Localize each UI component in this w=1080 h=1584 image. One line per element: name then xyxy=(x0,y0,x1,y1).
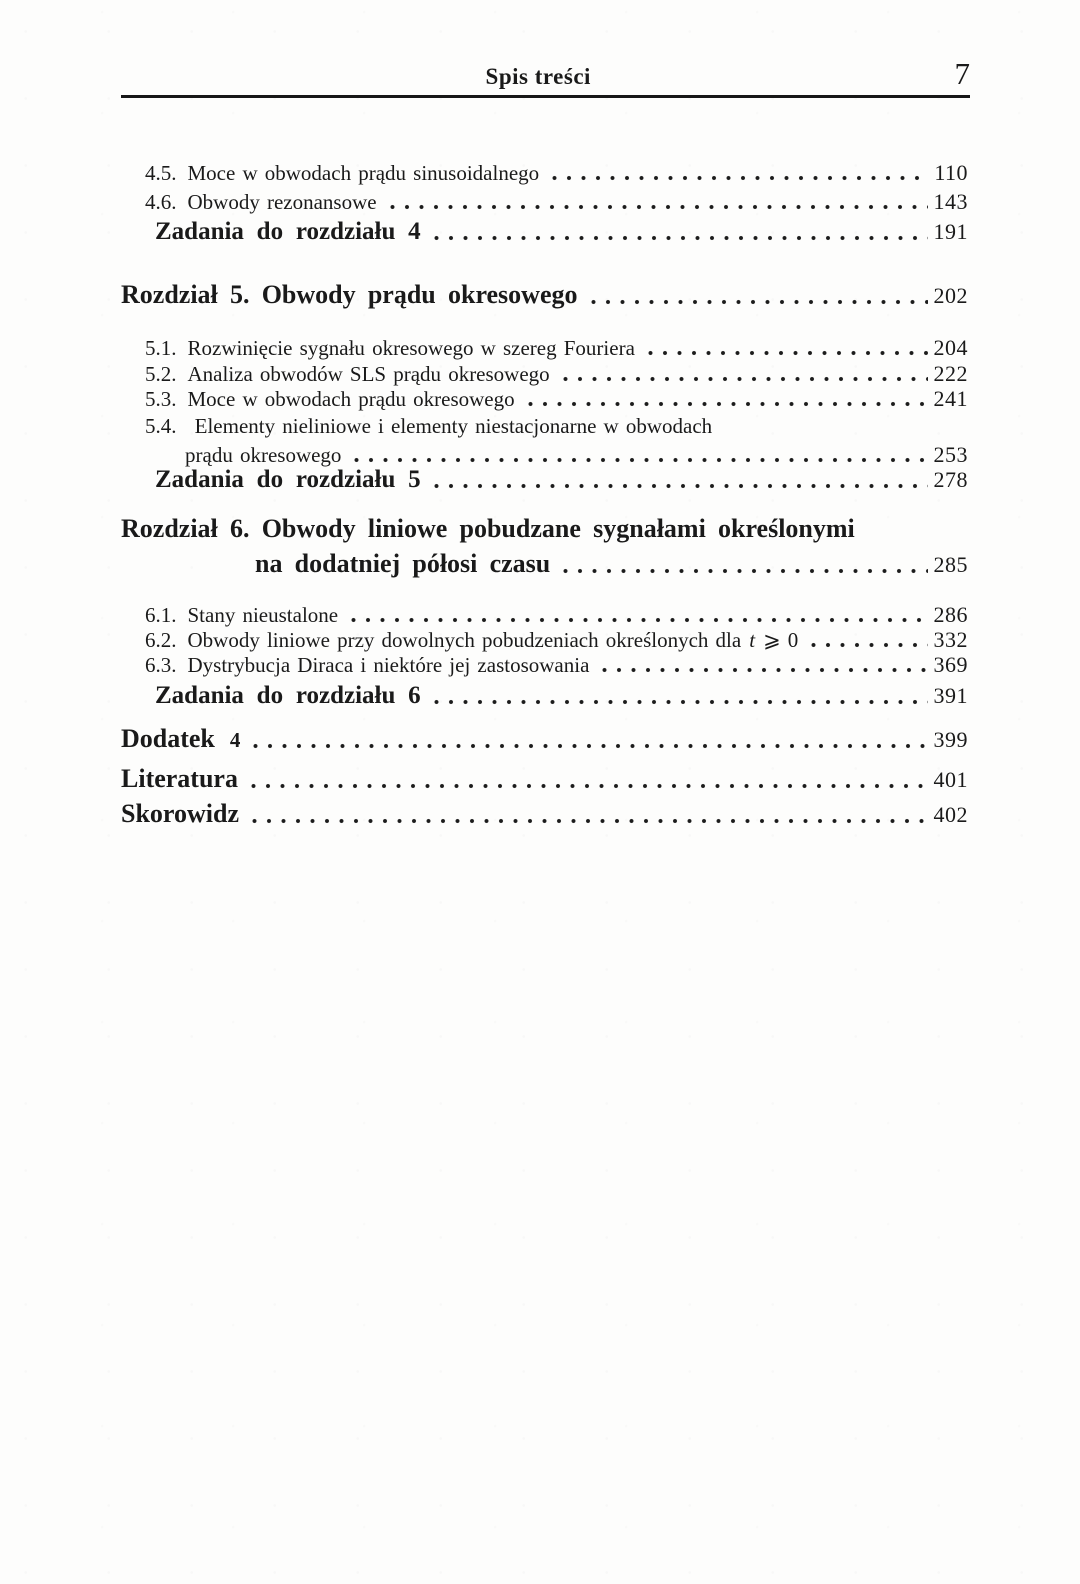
entry-title: Zadania do rozdziału 5 xyxy=(155,466,421,493)
page-number: 204 xyxy=(933,335,968,360)
entry-title: Zadania do rozdziału 4 xyxy=(155,218,421,245)
toc-entry-5-4-line2 xyxy=(185,442,968,468)
page-number: 278 xyxy=(933,467,968,492)
toc-entry-4-5 xyxy=(145,160,968,186)
entry-title: Obwody rezonansowe xyxy=(187,190,377,214)
dot-leader xyxy=(563,568,927,574)
entry-title-runover: na dodatniej półosi czasu xyxy=(255,549,551,578)
entry-title: Rozdział 6. Obwody liniowe pobudzane sygnałami określonymi xyxy=(121,514,855,543)
dot-leader xyxy=(351,617,927,623)
toc-entry-6-3 xyxy=(145,652,968,678)
dot-leader xyxy=(434,235,928,241)
entry-title-runover: prądu okresowego xyxy=(185,443,342,467)
dot-leader xyxy=(563,376,928,382)
dot-leader xyxy=(252,818,928,824)
dot-leader xyxy=(811,642,927,648)
page-number: 332 xyxy=(933,627,968,652)
page-number: 191 xyxy=(933,219,968,244)
page-number: 110 xyxy=(934,160,968,185)
toc-entry-5-1 xyxy=(145,335,968,361)
toc-entry-5-4-line1 xyxy=(145,414,968,439)
dot-leader xyxy=(648,350,928,356)
dot-leader xyxy=(552,175,928,181)
entry-title: Rozwinięcie sygnału okresowego w szereg Fouriera xyxy=(187,336,635,360)
entry-title: Moce w obwodach prądu okresowego xyxy=(187,387,515,411)
entry-number: 6.3. xyxy=(145,653,177,677)
dot-leader xyxy=(434,483,928,489)
toc-entry-4-6 xyxy=(145,189,968,215)
page-number: 143 xyxy=(933,189,968,214)
dot-leader xyxy=(591,299,928,305)
entry-title: Zadania do rozdziału 6 xyxy=(155,682,421,709)
toc-entry-6-1 xyxy=(145,602,968,628)
dot-leader xyxy=(390,204,928,210)
toc-entry-chapter-6-line1 xyxy=(121,514,968,544)
page-number: 369 xyxy=(933,652,968,677)
entry-title-condition: ⩾ 0 xyxy=(763,628,799,652)
dot-leader xyxy=(354,457,927,463)
dot-leader xyxy=(528,401,928,407)
entry-title: Rozdział 5. Obwody prądu okresowego xyxy=(121,280,578,309)
toc-entry-skorowidz xyxy=(121,799,968,829)
entry-title: Analiza obwodów SLS prądu okresowego xyxy=(187,362,550,386)
page-title: Spis treści xyxy=(485,64,591,89)
entry-number: 4.5. xyxy=(145,161,177,185)
entry-number: 5.2. xyxy=(145,362,177,386)
page-number: 253 xyxy=(933,442,968,467)
entry-title: Elementy nieliniowe i elementy niestacjonarne w obwodach xyxy=(194,414,713,438)
page-number: 391 xyxy=(933,683,968,708)
entry-title: Skorowidz xyxy=(121,799,239,828)
entry-title: Dodatek xyxy=(121,724,215,753)
page-number: 399 xyxy=(933,727,968,752)
dot-leader xyxy=(602,667,927,673)
page-number: 401 xyxy=(933,767,968,792)
entry-title: Literatura xyxy=(121,764,238,793)
entry-number: 4.6. xyxy=(145,190,177,214)
page-number: 286 xyxy=(933,602,968,627)
folio-number: 7 xyxy=(954,56,970,91)
page-number: 202 xyxy=(933,283,968,308)
page-number: 222 xyxy=(933,361,968,386)
entry-number: 5.1. xyxy=(145,336,177,360)
page-number: 402 xyxy=(933,802,968,827)
page-number: 285 xyxy=(933,552,968,577)
entry-title: Obwody liniowe przy dowolnych pobudzeniach określonych dla xyxy=(187,628,742,652)
toc-entry-6-2 xyxy=(145,627,968,653)
dot-leader xyxy=(253,743,927,749)
toc-entry-zadania-5 xyxy=(155,466,968,494)
page-number: 241 xyxy=(933,386,968,411)
running-header xyxy=(122,58,970,90)
entry-title: Stany nieustalone xyxy=(187,603,339,627)
toc-entry-zadania-6 xyxy=(155,682,968,710)
header-rule xyxy=(121,95,970,98)
entry-number: 5.3. xyxy=(145,387,177,411)
toc-entry-zadania-4 xyxy=(155,218,968,246)
entry-title: Dystrybucja Diraca i niektóre jej zastosowania xyxy=(187,653,590,677)
toc-entry-literatura xyxy=(121,764,968,794)
toc-entry-dodatek xyxy=(121,724,968,754)
entry-title-number: 4 xyxy=(229,728,241,752)
entry-title-variable: t xyxy=(749,628,756,652)
dot-leader xyxy=(434,699,928,705)
toc-entry-chapter-5 xyxy=(121,280,968,310)
entry-number: 6.1. xyxy=(145,603,177,627)
entry-number: 5.4. xyxy=(145,414,177,438)
toc-entry-5-2 xyxy=(145,361,968,387)
entry-title: Moce w obwodach prądu sinusoidalnego xyxy=(187,161,540,185)
dot-leader xyxy=(251,783,928,789)
entry-number: 6.2. xyxy=(145,628,177,652)
toc-entry-chapter-6-line2 xyxy=(255,549,968,579)
toc-entry-5-3 xyxy=(145,386,968,412)
